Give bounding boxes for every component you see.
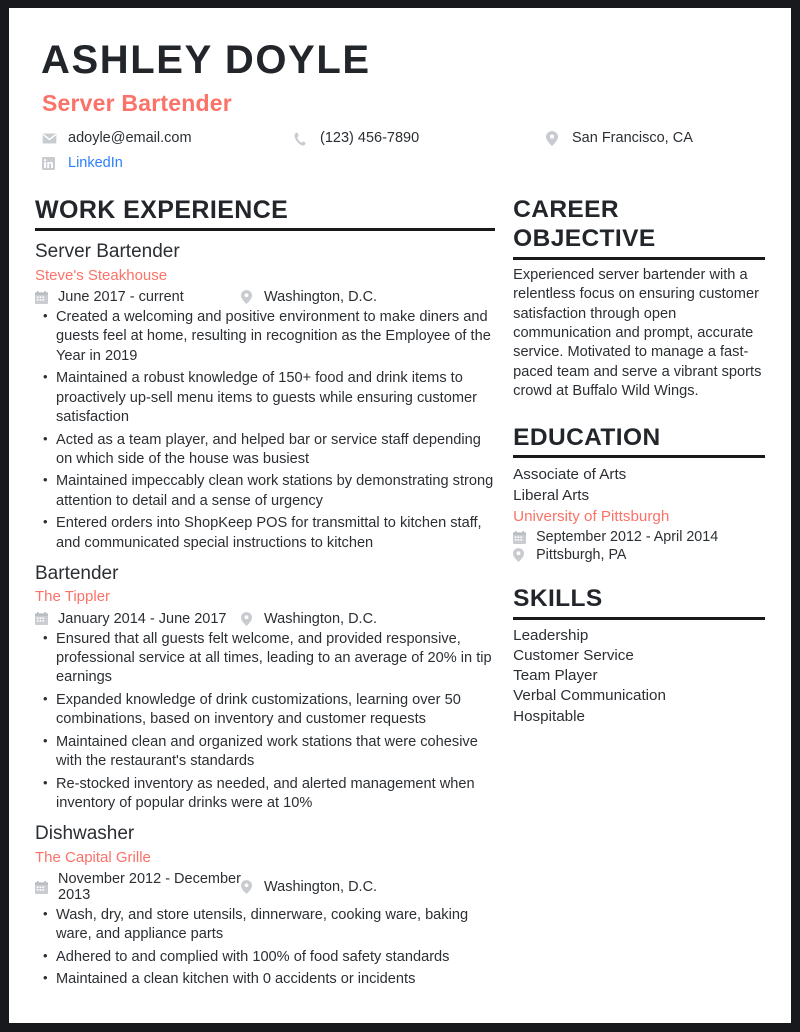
left-column: [35, 196, 495, 993]
contact-phone[interactable]: [294, 129, 546, 148]
contact-location-text: San Francisco, CA: [572, 130, 693, 147]
skill-item: Hospitable: [513, 707, 585, 725]
job-location: [241, 879, 377, 895]
skills-divider: [513, 617, 765, 620]
job-bullet: • Maintained impeccably clean work stations by demonstrating strong attention to detail and a sense of urgency: [35, 472, 495, 511]
calendar-icon: [35, 612, 52, 625]
job-meta: [35, 289, 495, 305]
section-skills: [513, 585, 765, 726]
location-pin-icon: [513, 548, 530, 562]
job-location: [241, 611, 377, 627]
calendar-icon: [513, 531, 530, 544]
job-bullet: • Maintained clean and organized work stations that were cohesive with the restaurant's standards: [35, 733, 495, 772]
job-bullet: • Wash, dry, and store utensils, dinnerware, cooking ware, baking ware, and appliance parts: [35, 906, 495, 945]
calendar-icon: [35, 291, 52, 304]
job-meta: [35, 611, 495, 627]
job-bullet: • Expanded knowledge of drink customizations, learning over 50 combinations, based on inventory and customer requests: [35, 691, 495, 730]
skill-item: Leadership: [513, 627, 589, 645]
job-location: [241, 289, 377, 305]
resume-header: [35, 39, 765, 173]
education-degree: Associate of Arts: [513, 466, 627, 484]
job-bullet: • Ensured that all guests felt welcome, and provided responsive, professional service at all times, leading to an average of 20% in tip earnings: [35, 630, 495, 688]
job-title: Server Bartender: [35, 241, 180, 263]
job-title: Dishwasher: [35, 823, 135, 845]
calendar-icon: [35, 881, 52, 894]
phone-icon: [294, 132, 313, 146]
location-pin-icon: [546, 131, 565, 146]
education-location: [513, 547, 765, 563]
skills-heading: SKILLS: [513, 585, 603, 613]
job-bullet: • Maintained a robust knowledge of 150+ food and drink items to proactively up-sell menu items to guests while ensuring customer satisfaction: [35, 369, 495, 427]
candidate-name: ASHLEY DOYLE: [41, 38, 371, 82]
job-bullet: • Maintained a clean kitchen with 0 accidents or incidents: [35, 970, 495, 989]
contact-email-text: adoyle@email.com: [68, 130, 192, 147]
linkedin-icon: [42, 157, 61, 170]
candidate-job-title: Server Bartender: [42, 90, 232, 117]
location-pin-icon: [241, 880, 258, 894]
section-education: [513, 424, 765, 564]
job-entry: [35, 821, 495, 989]
job-dates: [35, 289, 241, 305]
job-location-text: Washington, D.C.: [264, 610, 378, 627]
column-gap: [495, 196, 513, 993]
job-bullet: • Created a welcoming and positive environment to make diners and guests feel at home, resulting in recognition as the Employee of the Year in 2019: [35, 308, 495, 366]
job-bullet: • Adhered to and complied with 100% of food safety standards: [35, 948, 495, 967]
resume-body: [35, 196, 765, 993]
contact-linkedin[interactable]: [42, 154, 294, 173]
contact-phone-text: (123) 456-7890: [320, 130, 420, 147]
job-dates-text: November 2012 - December 2013: [58, 871, 241, 904]
education-dates: [513, 529, 765, 545]
contact-linkedin-text: LinkedIn: [68, 155, 123, 172]
right-column: [513, 196, 765, 993]
skill-item: Team Player: [513, 667, 598, 685]
job-meta: [35, 871, 495, 903]
job-bullet-list: [35, 630, 495, 814]
section-career-objective: [513, 196, 765, 402]
career-objective-heading-line2: OBJECTIVE: [513, 224, 656, 252]
job-dates: [35, 611, 241, 627]
job-title: Bartender: [35, 562, 119, 584]
education-heading: EDUCATION: [513, 423, 661, 451]
job-dates: [35, 871, 241, 903]
skill-item: Verbal Communication: [513, 687, 666, 705]
education-location-text: Pittsburgh, PA: [536, 547, 627, 564]
job-bullet: • Entered orders into ShopKeep POS for transmittal to kitchen staff, and communicated special instructions to kitchen: [35, 514, 495, 553]
work-experience-heading: WORK EXPERIENCE: [35, 195, 289, 224]
career-objective-divider: [513, 257, 765, 260]
job-location-text: Washington, D.C.: [264, 289, 378, 306]
contact-location: [546, 129, 765, 148]
envelope-icon: [42, 133, 61, 144]
education-school: University of Pittsburgh: [513, 507, 670, 525]
education-divider: [513, 455, 765, 458]
location-pin-icon: [241, 290, 258, 304]
career-objective-heading-line1: CAREER: [513, 195, 619, 223]
job-bullet: • Acted as a team player, and helped bar or service staff depending on which side of the house was busiest: [35, 431, 495, 470]
job-bullet-list: [35, 906, 495, 990]
career-objective-text: Experienced server bartender with a relentless focus on ensuring customer satisfaction through open communication and prompt, accurate service. Motivated to manage a fast-paced team and serve a vibrant sports crowd at Buffalo Wild Wings.: [513, 266, 762, 400]
location-pin-icon: [241, 612, 258, 626]
job-company: Steve's Steakhouse: [35, 266, 168, 284]
job-dates-text: June 2017 - current: [58, 289, 184, 306]
education-dates-text: September 2012 - April 2014: [536, 529, 719, 546]
job-company: The Capital Grille: [35, 848, 151, 866]
section-work-experience: [35, 196, 495, 990]
job-location-text: Washington, D.C.: [264, 879, 378, 896]
job-entry: [35, 239, 495, 553]
job-bullet-list: [35, 308, 495, 553]
job-dates-text: January 2014 - June 2017: [58, 610, 227, 627]
job-company: The Tippler: [35, 588, 111, 606]
job-bullet: • Re-stocked inventory as needed, and alerted management when inventory of popular drinks were at 10%: [35, 775, 495, 814]
skills-list: [513, 626, 765, 726]
resume-page: [9, 8, 791, 1023]
contact-email[interactable]: [42, 129, 294, 148]
job-entry: [35, 561, 495, 813]
work-experience-divider: [35, 228, 495, 231]
skill-item: Customer Service: [513, 647, 634, 665]
education-field: Liberal Arts: [513, 486, 590, 504]
contact-info: [42, 129, 765, 173]
